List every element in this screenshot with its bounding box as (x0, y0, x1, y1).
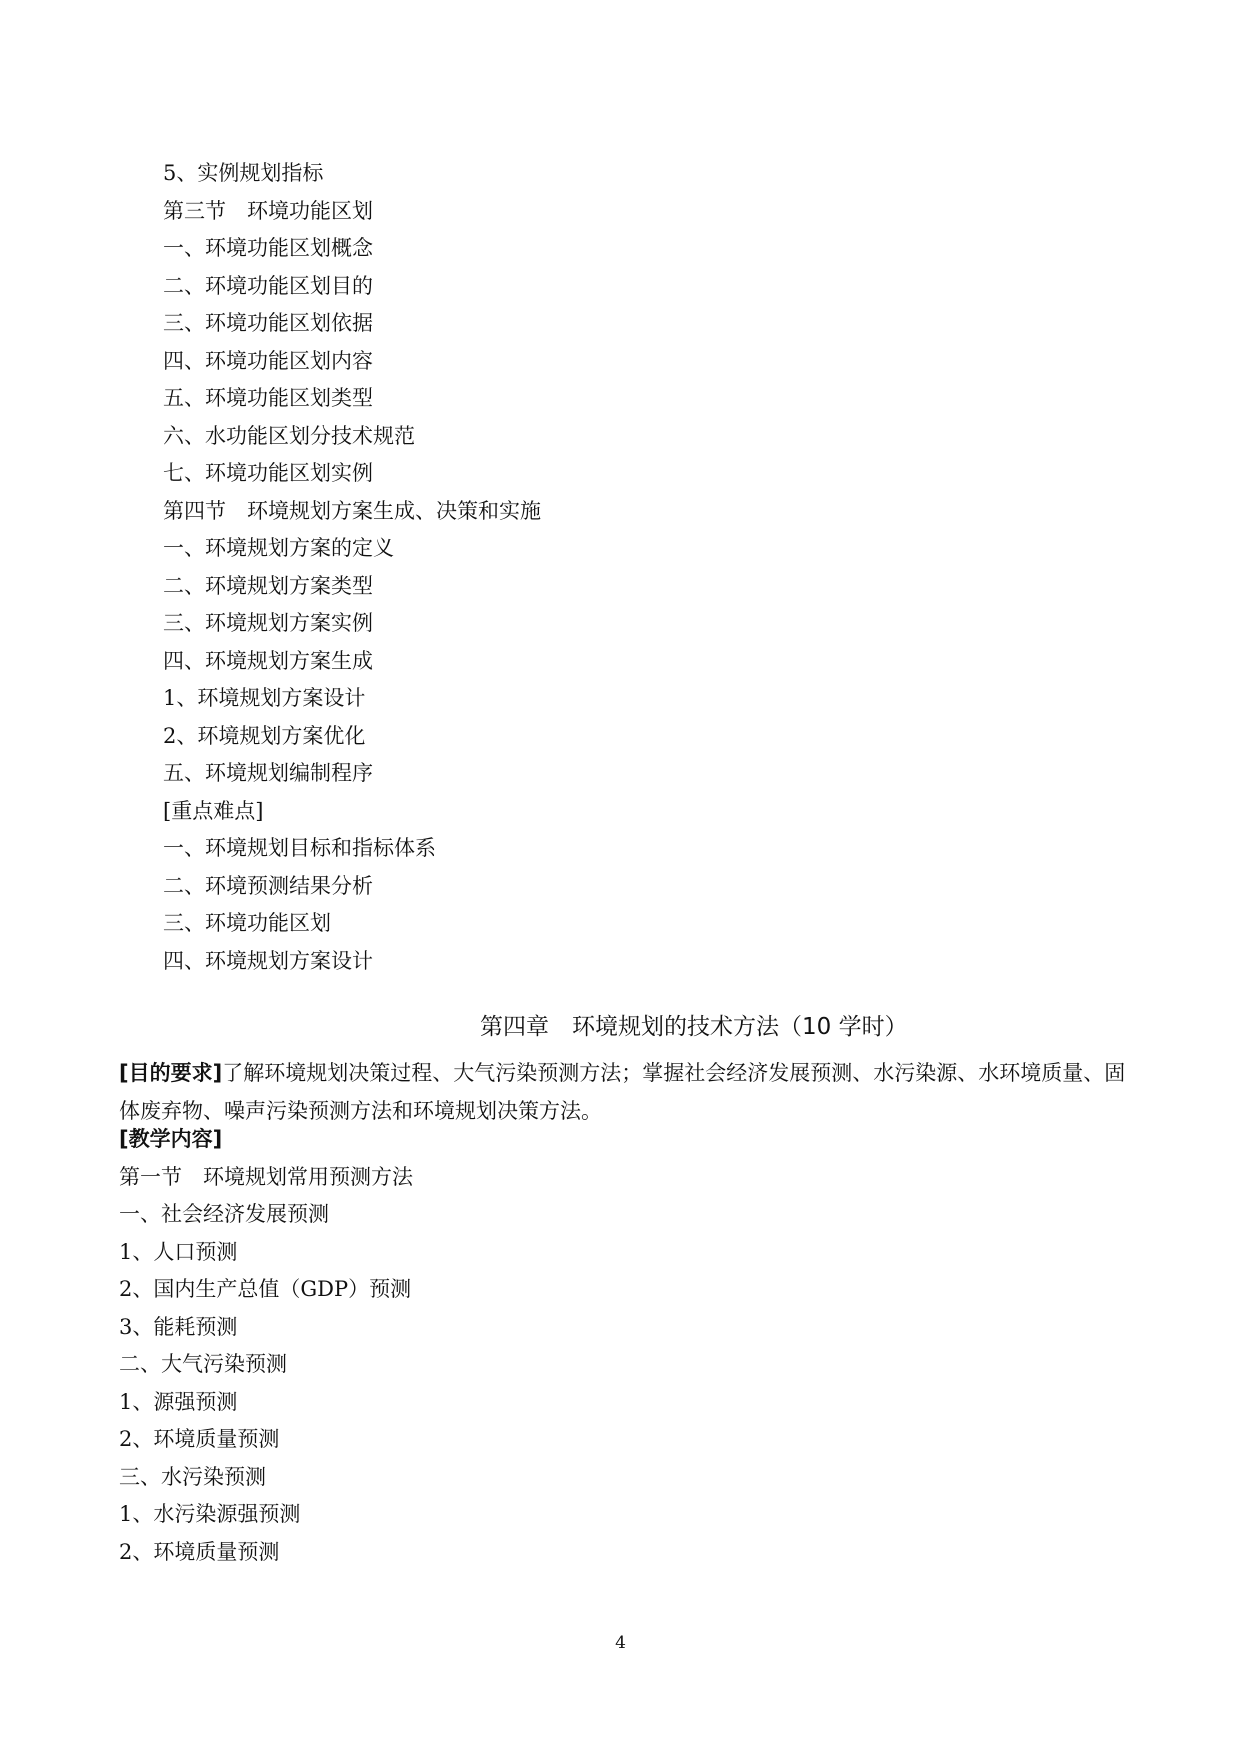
outline-item: 一、环境功能区划概念 (163, 236, 373, 260)
objectives-label: [目的要求] (119, 1061, 223, 1085)
section-heading: 第一节 环境规划常用预测方法 (119, 1164, 413, 1189)
outline-item: 一、环境规划方案的定义 (163, 536, 394, 560)
outline-item: 七、环境功能区划实例 (163, 461, 373, 485)
section-heading: 第三节 环境功能区划 (163, 198, 373, 223)
outline-item: 3、能耗预测 (119, 1314, 238, 1339)
outline-item: 2、国内生产总值（GDP）预测 (119, 1277, 412, 1301)
outline-item: 2、环境规划方案优化 (163, 723, 366, 748)
outline-item: 三、环境功能区划依据 (163, 311, 373, 335)
key-points-label: [重点难点] (163, 798, 264, 823)
outline-item: 四、环境规划方案生成 (163, 648, 373, 673)
outline-item: 三、环境规划方案实例 (163, 611, 373, 635)
outline-item: 一、社会经济发展预测 (119, 1202, 329, 1226)
outline-item: 三、水污染预测 (119, 1464, 266, 1489)
outline-item: 五、环境规划编制程序 (163, 761, 373, 785)
outline-item: 二、环境功能区划目的 (163, 273, 373, 298)
outline-item: 五、环境功能区划类型 (163, 386, 373, 410)
outline-item: 二、环境预测结果分析 (163, 873, 373, 898)
outline-item: 1、水污染源强预测 (119, 1502, 301, 1526)
outline-item: 三、环境功能区划 (163, 911, 331, 935)
objectives-text: 了解环境规划决策过程、大气污染预测方法；掌握社会经济发展预测、水污染源、水环境质量、固体废弃物、噪声污染预测方法和环境规划决策方法。 (119, 1061, 1126, 1123)
chapter-title: 第四章 环境规划的技术方法（10 学时） (480, 1014, 908, 1040)
outline-item: 四、环境规划方案设计 (163, 948, 373, 973)
content-label: [教学内容] (119, 1127, 223, 1151)
outline-item: 二、环境规划方案类型 (163, 573, 373, 598)
outline-item: 四、环境功能区划内容 (163, 348, 373, 373)
section-heading: 第四节 环境规划方案生成、决策和实施 (163, 498, 541, 523)
outline-item: 1、人口预测 (119, 1239, 238, 1264)
outline-item: 5、实例规划指标 (163, 161, 324, 185)
outline-item: 二、大气污染预测 (119, 1352, 287, 1376)
outline-item: 2、环境质量预测 (119, 1539, 280, 1564)
outline-item: 六、水功能区划分技术规范 (163, 423, 415, 448)
outline-item: 1、环境规划方案设计 (163, 686, 366, 710)
outline-item: 一、环境规划目标和指标体系 (163, 836, 436, 860)
outline-item: 1、源强预测 (119, 1389, 238, 1414)
outline-item: 2、环境质量预测 (119, 1427, 280, 1451)
objectives-paragraph (119, 1055, 1129, 1130)
page-number: 4 (615, 1633, 626, 1653)
